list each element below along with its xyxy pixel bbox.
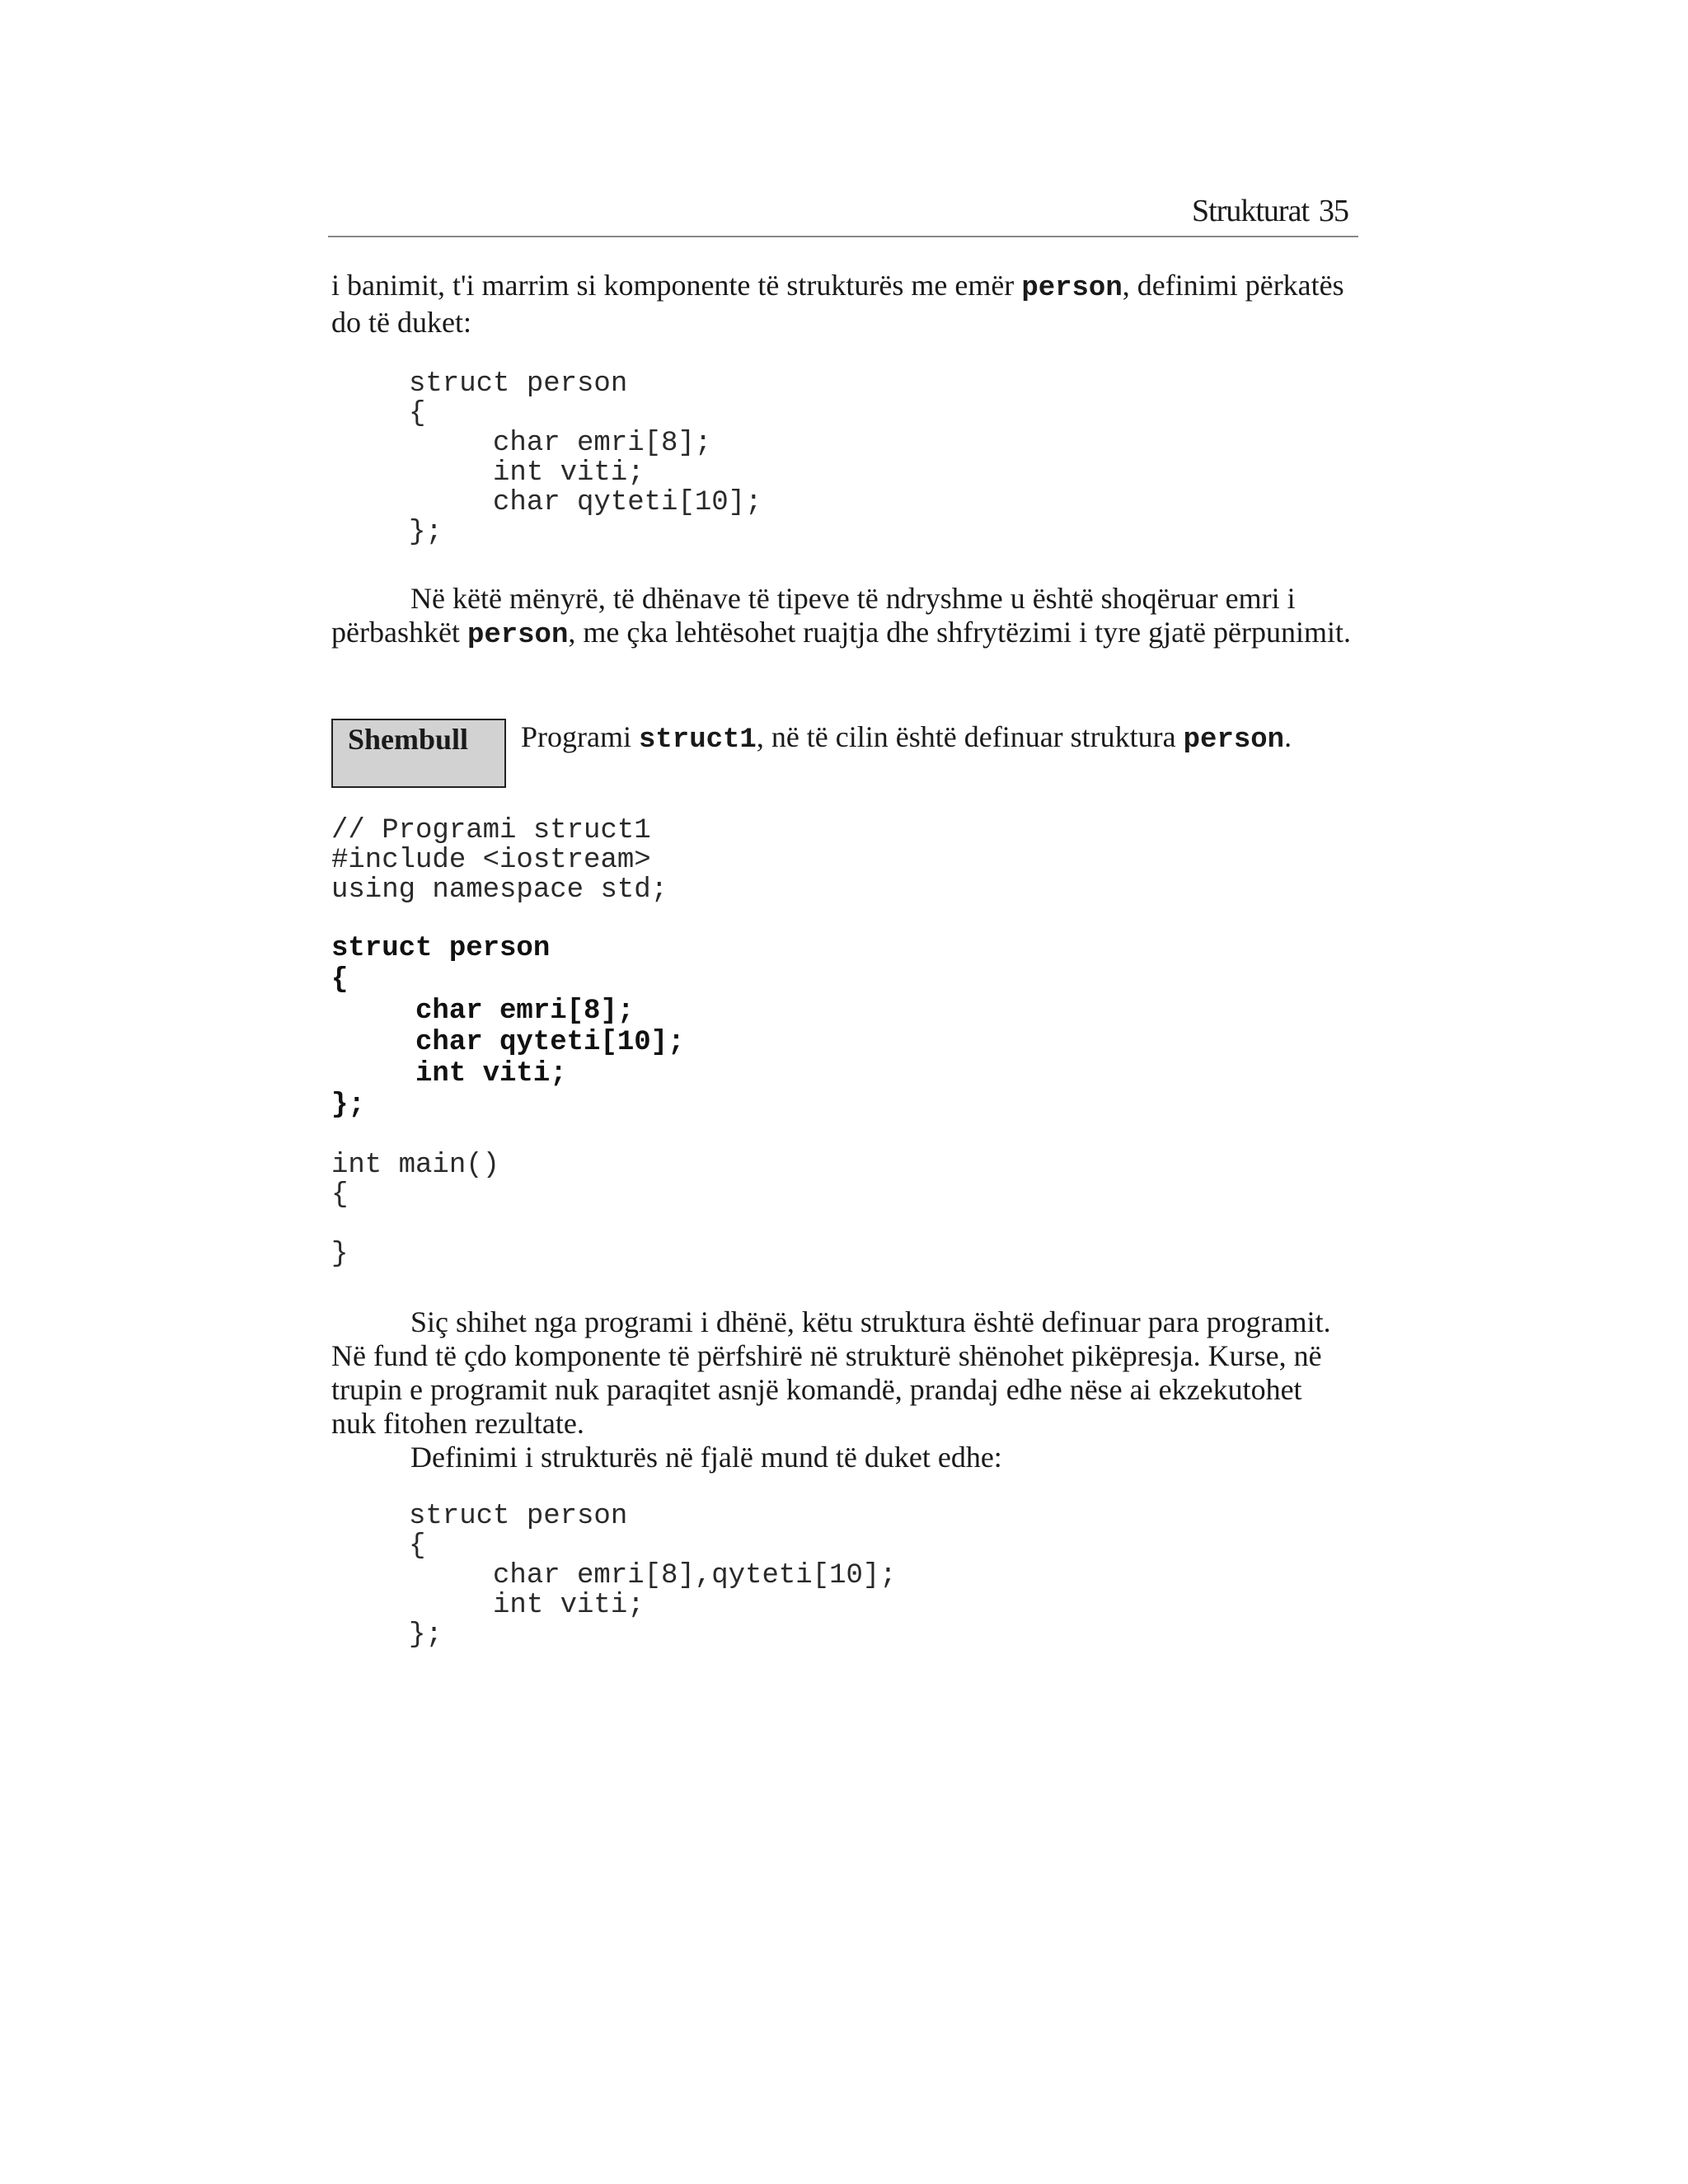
page-header <box>328 193 1358 237</box>
code-line: struct person <box>409 368 628 400</box>
code-line: char emri[8]; <box>331 996 635 1027</box>
code-line: }; <box>409 517 443 548</box>
example-caption <box>521 719 1378 758</box>
discussion-paragraph: Siç shihet nga programi i dhënë, këtu struktura është definuar para programit. Në fund të çdo komponente të përfshirë në strukturë shënohet pikëpresja. Kurse, në trupin e programit nuk paraqitet asnjë komandë, prandaj edhe nëse ai ekzekutohet nuk fitohen rezultate. <box>331 1305 1331 1440</box>
intro-paragraph <box>331 269 1353 340</box>
code-line: }; <box>331 1090 365 1121</box>
inline-code-program: struct1 <box>638 724 757 756</box>
program-main-code <box>331 1151 499 1269</box>
code-line: #include <iostream> <box>331 845 651 876</box>
inline-code: person <box>467 620 569 651</box>
example-label: Shembull <box>348 723 469 756</box>
code-line: { <box>409 398 426 429</box>
code-line: int viti; <box>331 1058 567 1090</box>
code-line: char emri[8]; <box>409 428 712 459</box>
caption-text: Programi <box>521 720 639 753</box>
code-line: // Programi struct1 <box>331 815 651 846</box>
code-line: char qyteti[10]; <box>409 487 762 518</box>
program-header-code <box>331 816 668 905</box>
code-listing-alternative <box>409 1502 897 1650</box>
code-line: int viti; <box>409 1590 645 1621</box>
code-line: { <box>331 1179 349 1211</box>
chapter-title: Strukturat <box>1192 194 1309 228</box>
code-line: struct person <box>331 933 551 964</box>
caption-text-end: . <box>1284 720 1292 753</box>
intro-text: i banimit, t'i marrim si komponente të strukturës me emër <box>331 269 1022 302</box>
code-line: { <box>331 964 349 996</box>
code-line: } <box>331 1239 349 1270</box>
example-label-box <box>331 719 506 788</box>
code-line: char emri[8],qyteti[10]; <box>409 1560 897 1591</box>
code-line: char qyteti[10]; <box>331 1027 685 1058</box>
explanation-paragraph <box>331 582 1353 653</box>
inline-code-struct: person <box>1183 724 1285 756</box>
running-head <box>1192 193 1348 229</box>
code-line: { <box>409 1530 426 1562</box>
code-line: int viti; <box>409 457 645 489</box>
program-struct-code <box>331 933 684 1121</box>
alternative-intro-paragraph: Definimi i strukturës në fjalë mund të duket edhe: <box>410 1441 1002 1474</box>
inline-code: person <box>1021 273 1123 304</box>
code-line: int main() <box>331 1150 500 1181</box>
code-line: struct person <box>409 1501 628 1532</box>
code-listing-struct <box>409 369 762 547</box>
intro-text-end: , definimi përkatës do të duket: <box>331 269 1344 339</box>
code-line: using namespace std; <box>331 874 668 906</box>
page-number: 35 <box>1319 194 1348 228</box>
explanation-text-end: , me çka lehtësohet ruajtja dhe shfrytëzimi i tyre gjatë përpunimit. <box>568 616 1352 649</box>
explanation-text: Në këtë mënyrë, të dhënave të tipeve të ndryshme u është shoqëruar emri i përbashkët <box>331 582 1296 649</box>
caption-text-mid: , në të cilin është definuar struktura <box>756 720 1184 753</box>
code-line <box>331 1210 499 1240</box>
code-line: }; <box>409 1619 443 1651</box>
